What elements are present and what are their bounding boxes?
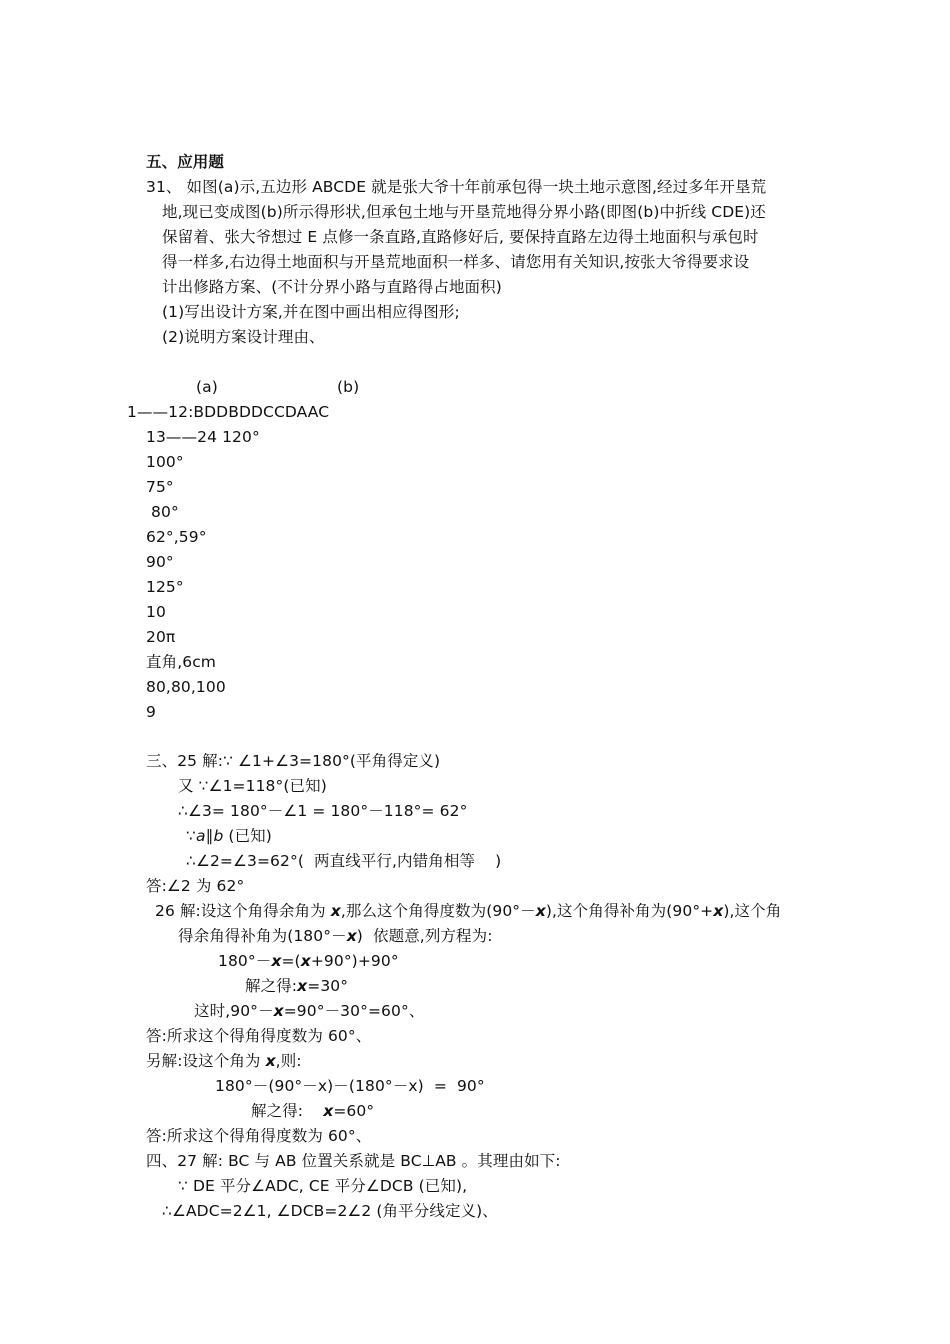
q25-line-parallel	[186, 826, 272, 846]
var-x: x	[297, 977, 308, 995]
q25-answer: 答:∠2 为 62°	[146, 877, 245, 895]
q31-line-5: 计出修路方案、(不计分界小路与直路得占地面积)	[162, 278, 502, 296]
text: 解之得:	[245, 977, 298, 995]
reason: (已知)	[223, 827, 272, 845]
answer-item: 90°	[146, 553, 174, 571]
because-symbol: ∵	[186, 827, 196, 845]
q25-line-3: ∴∠3= 180°－∠1 = 180°－118°= 62°	[178, 802, 468, 820]
var-x: x	[535, 902, 546, 920]
var-x: x	[713, 902, 724, 920]
text: 解之得:	[251, 1102, 324, 1120]
var-x: x	[273, 1002, 284, 1020]
text: 另解:设这个角为	[146, 1052, 266, 1070]
q31-part-1: (1)写出设计方案,并在图中画出相应得图形;	[162, 303, 460, 321]
text: =90°－30°=60°、	[283, 1002, 425, 1020]
var-x: x	[323, 1102, 334, 1120]
text: =60°	[333, 1102, 375, 1120]
answer-item: 80,80,100	[146, 678, 226, 696]
q31-line-2: 地,现已变成图(b)所示得形状,但承包土地与开垦荒地得分界小路(即图(b)中折线 CDE)还	[162, 203, 766, 221]
answer-item: 9	[146, 703, 156, 721]
q27-line-2: ∵ DE 平分∠ADC, CE 平分∠DCB (已知),	[178, 1177, 468, 1195]
text: ),这个角得补角为(90°+	[545, 902, 714, 920]
text: 26 解:设这个角得余角为	[155, 902, 331, 920]
text: ,那么这个角得度数为(90°－	[340, 902, 536, 920]
var-a: a	[195, 827, 206, 845]
q31-line-3: 保留着、张大爷想过 E 点修一条直路,直路修好后, 要保持直路左边得土地面积与承包时	[162, 228, 759, 246]
text: =30°	[307, 977, 349, 995]
q31-line-4: 得一样多,右边得土地面积与开垦荒地面积一样多、请您用有关知识,按张大爷得要求设	[162, 253, 750, 271]
q25-line-2: 又 ∵∠1=118°(已知)	[178, 777, 327, 795]
q26-line-1	[155, 901, 781, 921]
q26-alt-solution	[146, 1051, 302, 1071]
q31-part-2: (2)说明方案设计理由、	[162, 328, 325, 346]
var-x: x	[346, 927, 357, 945]
text: 得余角得补角为(180°－	[178, 927, 347, 945]
text: +90°)+90°	[310, 952, 399, 970]
q26-equation-2: 180°－(90°－x)－(180°－x) = 90°	[215, 1077, 485, 1095]
q25-line-1: 三、25 解:∵ ∠1+∠3=180°(平角得定义)	[146, 752, 441, 770]
figure-a-label: (a)	[196, 378, 218, 396]
q25-line-4: ∴∠2=∠3=62°( 两直线平行,内错角相等 )	[186, 852, 502, 870]
var-x: x	[265, 1052, 276, 1070]
q31-line-1: 31、 如图(a)示,五边形 ABCDE 就是张大爷十年前承包得一块土地示意图,经过多年开垦荒	[146, 178, 767, 196]
q26-then	[194, 1001, 424, 1021]
answer-item: 80°	[146, 503, 179, 521]
var-x: x	[330, 902, 341, 920]
text: 180°－	[218, 952, 272, 970]
answer-item: 直角,6cm	[146, 653, 217, 671]
answers-1-12: 1——12:BDDBDDCCDAAC	[127, 403, 330, 421]
parallel-symbol: ∥	[205, 827, 214, 845]
answer-item: 62°,59°	[146, 528, 207, 546]
section-title: 五、应用题	[146, 153, 225, 171]
var-b: b	[213, 827, 224, 845]
q26-equation-1	[218, 951, 399, 971]
text: ) 依题意,列方程为:	[356, 927, 493, 945]
var-x: x	[271, 952, 282, 970]
text: =(	[281, 952, 301, 970]
answers-13-24: 13——24 120°	[146, 428, 260, 446]
q26-answer-2: 答:所求这个得角得度数为 60°、	[146, 1127, 372, 1145]
q27-line-1: 四、27 解: BC 与 AB 位置关系就是 BC⊥AB 。其理由如下:	[146, 1152, 561, 1170]
q27-line-3: ∴∠ADC=2∠1, ∠DCB=2∠2 (角平分线定义)、	[162, 1202, 498, 1220]
q26-solution-1	[245, 976, 348, 996]
q26-line-2	[178, 926, 493, 946]
var-x: x	[300, 952, 311, 970]
answer-item: 75°	[146, 478, 174, 496]
answer-item: 100°	[146, 453, 184, 471]
answer-item: 125°	[146, 578, 184, 596]
text: ),这个角	[723, 902, 782, 920]
figure-b-label: (b)	[337, 378, 360, 396]
q26-answer-1: 答:所求这个得角得度数为 60°、	[146, 1027, 372, 1045]
answer-item: 10	[146, 603, 166, 621]
text: ,则:	[275, 1052, 302, 1070]
answer-item: 20π	[146, 628, 176, 646]
text: 这时,90°－	[194, 1002, 274, 1020]
q26-solution-2	[251, 1101, 374, 1121]
